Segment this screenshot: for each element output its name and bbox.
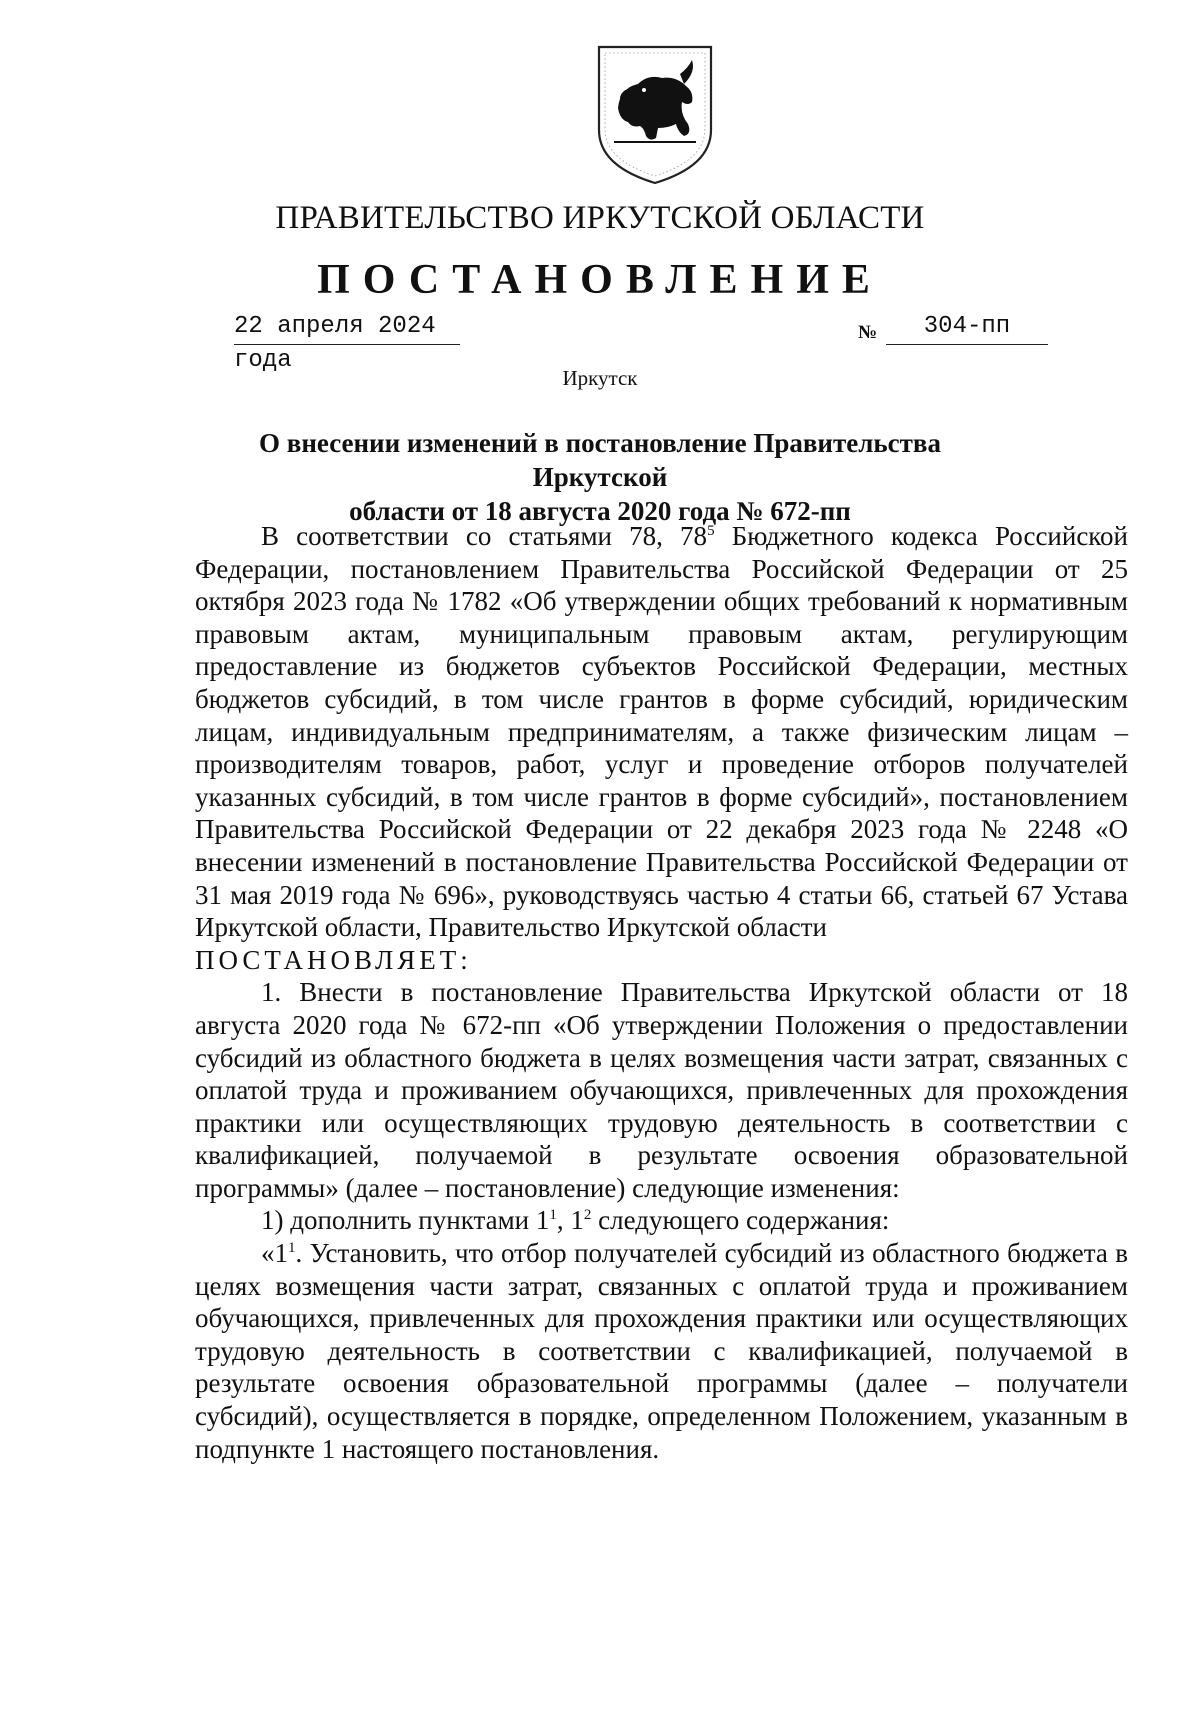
superscript: 1	[549, 1207, 557, 1224]
decree-word: ПОСТАНОВЛЯЕТ:	[195, 944, 472, 975]
document-place: Иркутск	[562, 366, 638, 390]
subitem-text: 1) дополнить пунктами 1	[261, 1205, 550, 1236]
title-line-2: области от 18 августа 2020 года № 672-пп	[349, 496, 851, 526]
subitem-1-paragraph	[195, 1204, 1128, 1237]
document-number: 304-пп	[886, 310, 1048, 345]
document-date: 22 апреля 2024 года	[234, 310, 460, 345]
superscript: 5	[707, 523, 715, 539]
point-text: «1	[261, 1238, 288, 1269]
title-line-1: О внесении изменений в постановление Правительства Иркутской	[259, 428, 941, 492]
superscript: 2	[583, 1207, 592, 1224]
subitem-text: , 1	[556, 1205, 584, 1236]
item-1-paragraph: 1. Внести в постановление Правительства Иркутской области от 18 августа 2020 года № 672-пп «Об утверждении Положения о предоставлении субсидий из областного бюджета в целях возмещения части затрат, связанных с оплатой труда и проживанием обучающихся, привлеченных для прохождения практики или осуществляющих трудовую деятельность в соответствии с квалификацией, получаемой в результате освоения образовательной программы» (далее – постановление) следующие изменения:	[195, 977, 1128, 1203]
irkutsk-coat-of-arms-icon	[596, 44, 714, 186]
superscript: 1	[288, 1240, 296, 1257]
document-body	[195, 520, 1128, 1465]
point-text: . Установить, что отбор получателей субсидий из областного бюджета в целях возмещения части затрат, связанных с оплатой труда и проживанием обучающихся, привлеченных для прохождения практики или осуществляющих трудовую деятельность в соответствии с квалификацией, получаемой в результате освоения образовательной программы (далее – получатели субсидий), осуществляется в порядке, определенном Положением, указанным в подпункте 1 настоящего постановления.	[195, 1238, 1128, 1464]
number-sign: №	[858, 322, 878, 343]
subitem-text: следующего содержания:	[591, 1205, 890, 1236]
preamble-text-start: В соответствии со статьями 78, 78	[261, 521, 708, 551]
document-type-heading: ПОСТАНОВЛЕНИЕ	[317, 257, 883, 303]
document-title	[190, 426, 1010, 528]
point-1-1-paragraph	[195, 1237, 1128, 1465]
preamble-paragraph	[195, 520, 1128, 944]
preamble-text-rest: Бюджетного кодекса Российской Федерации, постановлением Правительства Российской Федерации от 25 октября 2023 года № 1782 «Об утверждении общих требований к нормативным правовым актам, муниципальным правовым актам, регулирующим предоставление из бюджетов субъектов Российской Федерации, местных бюджетов субсидий, в том числе грантов в форме субсидий, юридическим лицам, индивидуальным предпринимателям, а также физическим лицам – производителям товаров, работ, услуг и проведение отборов получателей указанных субсидий, в том числе грантов в форме субсидий», постановлением Правительства Российской Федерации от 22 декабря 2023 года № 2248 «О внесении изменений в постановление Правительства Российской Федерации от 31 мая 2019 года № 696», руководствуясь частью 4 статьи 66, статьей 67 Устава Иркутской области, Правительство Иркутской области	[195, 521, 1128, 943]
government-name: ПРАВИТЕЛЬСТВО ИРКУТСКОЙ ОБЛАСТИ	[275, 200, 925, 236]
